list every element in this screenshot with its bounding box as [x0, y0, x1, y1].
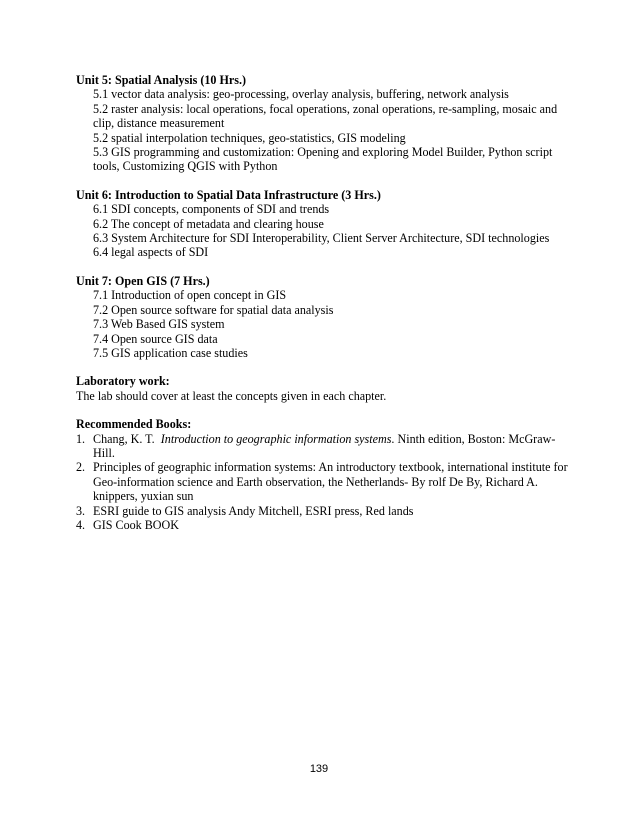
lab-text: The lab should cover at least the concepts given in each chapter. [76, 388, 387, 403]
laboratory-section [76, 374, 576, 403]
topic-item: 6.3 System Architecture for SDI Interoperability, Client Server Architecture, SDI technologies [93, 231, 550, 246]
topic-item: 7.3 Web Based GIS system [93, 317, 225, 332]
topic-item: 5.2 spatial interpolation techniques, geo-statistics, GIS modeling [93, 130, 406, 145]
book-text: GIS Cook BOOK [93, 517, 180, 532]
book-number: 1. [76, 431, 86, 446]
book-title: Introduction to geographic information systems [160, 431, 392, 446]
books-heading: Recommended Books: [76, 417, 192, 432]
topic-item: 6.4 legal aspects of SDI [93, 245, 209, 260]
unit-heading: Unit 7: Open GIS (7 Hrs.) [76, 273, 210, 288]
topic-item: 7.5 GIS application case studies [93, 345, 248, 360]
recommended-books-section [76, 417, 576, 532]
book-item [76, 432, 576, 461]
topic-item: 7.1 Introduction of open concept in GIS [93, 288, 287, 303]
document-content [76, 73, 576, 546]
unit-5-section [76, 73, 576, 174]
book-text: Principles of geographic information systems: An introductory textbook, international institute for Geo-information science and Earth observation, the Netherlands- By rolf De By, Richard A. knippers, yuxian sun [93, 460, 568, 504]
unit-7-section [76, 274, 576, 360]
book-item [76, 460, 576, 503]
book-author: Chang, K. T. [93, 431, 155, 446]
book-item [76, 504, 576, 518]
topic-item: 5.3 GIS programming and customization: Opening and exploring Model Builder, Python script tools, Customizing QGIS with Python [93, 145, 553, 174]
topic-item: 6.1 SDI concepts, components of SDI and trends [93, 202, 330, 217]
topic-item: 5.2 raster analysis: local operations, focal operations, zonal operations, re-sampling, mosaic and clip, distance measurement [93, 101, 558, 131]
book-number: 2. [76, 460, 86, 475]
unit-heading: Unit 6: Introduction to Spatial Data Infrastructure (3 Hrs.) [76, 187, 381, 202]
book-text: ESRI guide to GIS analysis Andy Mitchell, ESRI press, Red lands [93, 503, 414, 518]
topic-item: 7.4 Open source GIS data [93, 331, 218, 346]
unit-heading: Unit 5: Spatial Analysis (10 Hrs.) [76, 73, 247, 87]
page-number: 139 [309, 763, 329, 775]
lab-heading: Laboratory work: [76, 374, 170, 389]
book-number: 4. [76, 517, 86, 532]
book-number: 3. [76, 503, 86, 518]
book-item [76, 518, 576, 532]
book-details: . Ninth edition, Boston: McGraw-Hill. [93, 431, 556, 460]
topic-item: 6.2 The concept of metadata and clearing house [93, 216, 324, 231]
unit-6-section [76, 188, 576, 260]
topic-item: 5.1 vector data analysis: geo-processing, overlay analysis, buffering, network analysis [93, 87, 509, 102]
topic-item: 7.2 Open source software for spatial data analysis [93, 302, 334, 317]
